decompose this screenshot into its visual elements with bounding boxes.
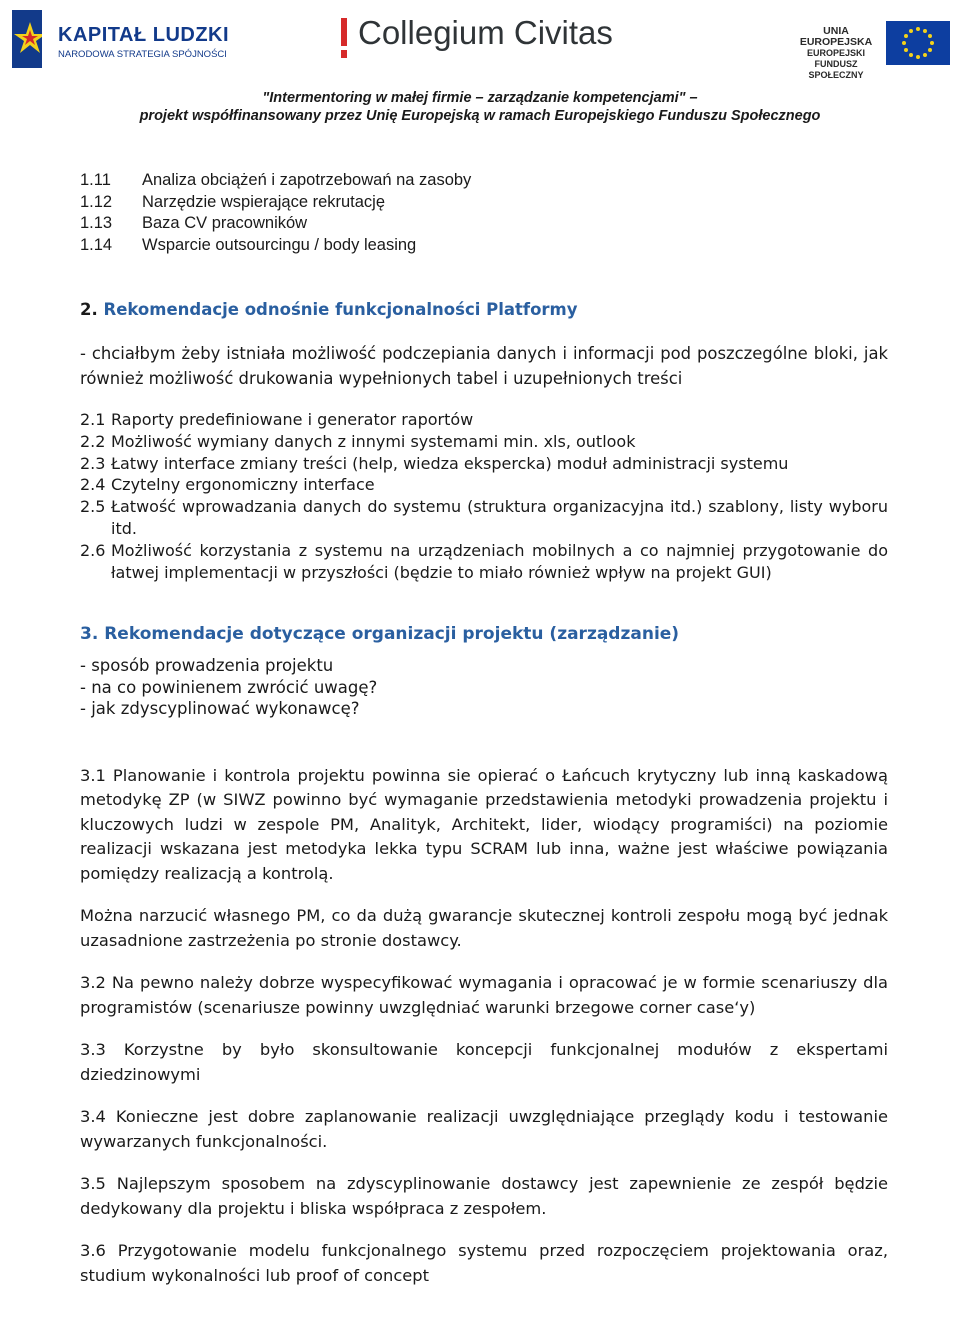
list-text: Łatwość wprowadzania danych do systemu (struktura organizacyjna itd.) szablony, listy wyboru itd. (111, 497, 888, 538)
section2-title: Rekomendacje odnośnie funkcjonalności Platformy (103, 300, 578, 319)
toc-text: Baza CV pracowników (142, 214, 308, 232)
eu-line2: EUROPEJSKI (806, 48, 866, 58)
toc-row (80, 170, 888, 192)
collegium-civitas-mark-icon (338, 16, 354, 62)
project-banner-line2: projekt współfinansowany przez Unię Europejską w ramach Europejskiego Funduszu Społecznego (139, 108, 821, 124)
list-text: Raporty predefiniowane i generator raportów (111, 410, 474, 429)
section3-heading (80, 623, 888, 645)
paragraph-3-1: 3.1 Planowanie i kontrola projektu powinna sie opierać o Łańcuch krytyczny lub inną kaskadową metodykę ZP (w SIWZ powinno być wymaganie przedstawienia metodyki prowadzenia projektu i kluczowych ludzi w zespole PM, Analityk, Architekt, lider, wiodący programiści) na poziomie realizacji wskazana jest metodyka lekka typu SCRAM lub inna, ważne jest właściwe powiązania pomiędzy realizacją a kontrolą. (80, 765, 888, 883)
toc-number: 1.13 (80, 214, 113, 232)
toc-number: 1.12 (80, 192, 113, 211)
paragraph-3-4: 3.4 Konieczne jest dobre zaplanowanie realizacji uwzględniające przeglądy kodu i testowanie wywarzanych funkcjonalności. (80, 1107, 888, 1151)
paragraph-3-5: 3.5 Najlepszym sposobem na zdyscyplinowanie dostawcy jest zapewnienie ze zespół będzie dedykowany dla projektu i bliska współpraca z zespołem. (80, 1174, 888, 1218)
section3-bullets (80, 655, 888, 720)
bullet-item: - na co powinienem zwrócić uwagę? (80, 677, 378, 697)
toc-text: Analiza obciążeń i zapotrzebowań na zasoby (142, 171, 472, 189)
toc-row (80, 213, 888, 235)
list-number: 2.4 (80, 475, 106, 495)
paragraph-3-2: 3.2 Na pewno należy dobrze wyspecyfikować wymagania i opracować je w formie scenariuszy dla programistów (scenariusze powinny uwzględniać warunki brzegowe corner case‘y) (80, 973, 888, 1017)
project-banner-line1: "Intermentoring w małej firmie – zarządzanie kompetencjami" – (262, 90, 698, 106)
list-text: Możliwość wymiany danych z innymi systemami min. xls, outlook (111, 431, 636, 451)
list-number: 2.3 (80, 453, 106, 473)
eu-line3: FUNDUSZ SPOŁECZNY (808, 59, 864, 80)
paragraph-pm: Można narzucić własnego PM, co da dużą gwarancje skutecznej kontroli zespołu mogą być jednak uzasadnione zastrzeżenia po stronie dostawcy. (80, 906, 888, 950)
list-text: Możliwość korzystania z systemu na urządzeniach mobilnych a co najmniej przygotowanie do łatwej implementacji w przyszłości (będzie to miało również wpływ na projekt GUI) (111, 540, 888, 582)
toc-number: 1.14 (80, 235, 113, 254)
page-header (0, 0, 960, 132)
kapital-ludzki-title: KAPITAŁ LUDZKI (58, 24, 230, 46)
section2-list (80, 409, 888, 583)
toc-text: Narzędzie wspierające rekrutację (142, 192, 386, 211)
eu-flag-icon (886, 21, 950, 65)
document-body (80, 170, 888, 1288)
list-text: Czytelny ergonomiczny interface (111, 475, 375, 495)
toc-list (80, 170, 888, 256)
list-number: 2.2 (80, 431, 106, 451)
list-item (80, 496, 888, 540)
bullet-item: - sposób prowadzenia projektu (80, 656, 334, 676)
toc-text: Wsparcie outsourcingu / body leasing (142, 235, 417, 254)
list-item (80, 474, 888, 496)
section2-number: 2. (80, 300, 98, 319)
section3-number: 3. (80, 624, 99, 645)
list-item (80, 540, 888, 584)
list-item (80, 431, 888, 453)
eu-line1: UNIA EUROPEJSKA (799, 25, 873, 48)
kapital-ludzki-star-icon (8, 8, 54, 70)
bullet-item: - jak zdyscyplinować wykonawcę? (80, 699, 360, 719)
kapital-ludzki-subtitle: NARODOWA STRATEGIA SPÓJNOŚCI (58, 49, 227, 60)
toc-number: 1.11 (80, 171, 111, 189)
paragraph-3-6: 3.6 Przygotowanie modelu funkcjonalnego systemu przed rozpoczęciem projektowania oraz, studium wykonalności lub proof of concept (80, 1241, 888, 1285)
section2-heading (80, 299, 888, 321)
list-item (80, 409, 888, 431)
eu-logo (786, 12, 956, 80)
collegium-civitas-name: Collegium Civitas (358, 14, 613, 51)
eu-label (786, 26, 886, 81)
list-number: 2.5 (80, 497, 106, 517)
list-item (80, 453, 888, 475)
section3-title: Rekomendacje dotyczące organizacji projektu (zarządzanie) (104, 624, 680, 645)
list-number: 2.1 (80, 410, 106, 429)
toc-row (80, 235, 888, 257)
toc-row (80, 192, 888, 214)
section2-intro: - chciałbym żeby istniała możliwość podczepiania danych i informacji pod poszczególne bloki, jak również możliwość drukowania wypełnionych tabel i uzupełnionych treści (80, 344, 888, 388)
kapital-ludzki-logo (8, 6, 230, 72)
collegium-civitas-logo (332, 6, 638, 66)
paragraph-3-3: 3.3 Korzystne by było skonsultowanie koncepcji funkcjonalnej modułów z ekspertami dziedzinowymi (80, 1040, 888, 1084)
list-text: Łatwy interface zmiany treści (help, wiedza eksperckа) moduł administracji systemu (111, 453, 789, 473)
list-number: 2.6 (80, 540, 106, 560)
